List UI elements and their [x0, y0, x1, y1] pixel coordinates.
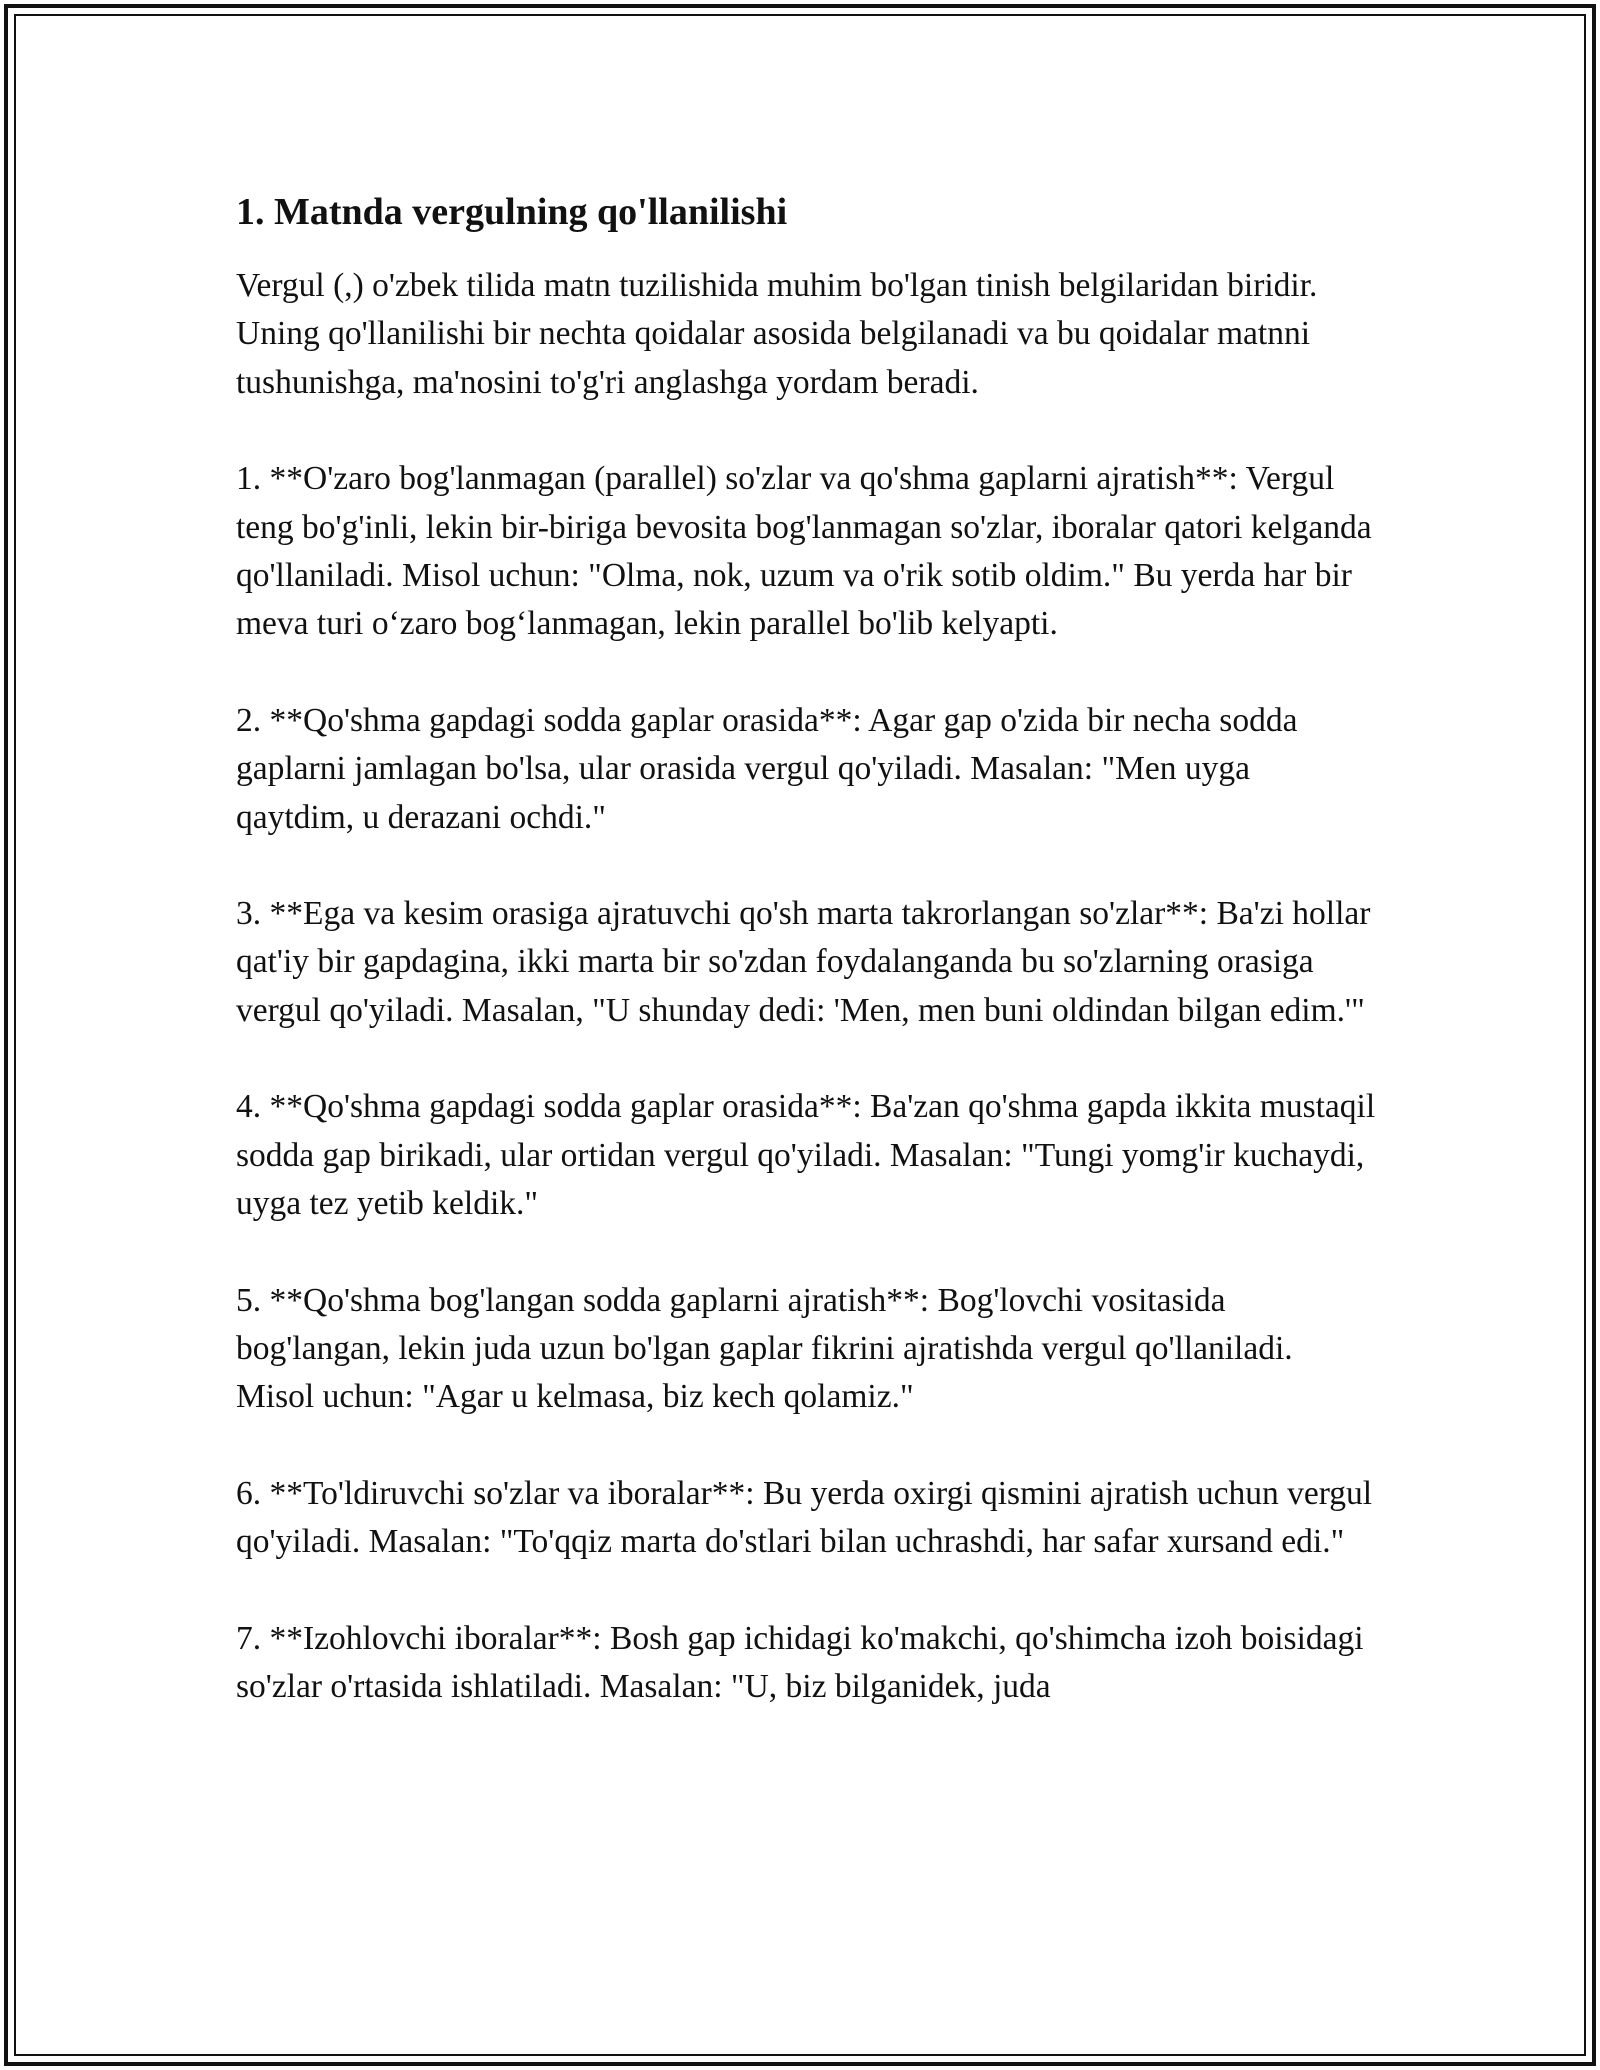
document-title: 1. Matnda vergulning qo'llanilishi — [236, 191, 788, 233]
rule-paragraph-6: 6. **To'ldiruvchi so'zlar va iboralar**: Bu yerda oxirgi qismini ajratish uchun vergul qo'yiladi. Masalan: "To'qqiz marta do'stlari bilan uchrashdi, har safar xursand edi." — [236, 1474, 1373, 1561]
rule-paragraph-2: 2. **Qo'shma gapdagi sodda gaplar orasida**: Agar gap o'zida bir necha sodda gaplarni jamlagan bo'lsa, ular orasida vergul qo'yiladi. Masalan: "Men uyga qaytdim, u derazani ochdi." — [236, 701, 1298, 836]
document-body — [236, 188, 1376, 1759]
rule-paragraph-3: 3. **Ega va kesim orasiga ajratuvchi qo'sh marta takrorlangan so'zlar**: Ba'zi hollar qat'iy bir gapdagina, ikki marta bir so'zdan foydalanganda bu so'zlarning orasiga vergul qo'yiladi. Masalan, "U shunday dedi: 'Men, men buni oldindan bilgan edim.'" — [236, 895, 1371, 1029]
intro-paragraph: Vergul (,) o'zbek tilida matn tuzilishida muhim bo'lgan tinish belgilaridan biridir. Uning qo'llanilishi bir nechta qoidalar asosida belgilanadi va bu qoidalar matnni tushunishga, ma'nosini to'g'ri anglashga yordam beradi. — [236, 267, 1318, 401]
rule-paragraph-7: 7. **Izohlovchi iboralar**: Bosh gap ichidagi ko'makchi, qo'shimcha izoh boisidagi so'zlar o'rtasida ishlatiladi. Masalan: "U, biz bilganidek, juda — [236, 1619, 1364, 1705]
rule-paragraph-4: 4. **Qo'shma gapdagi sodda gaplar orasida**: Ba'zan qo'shma gapda ikkita mustaqil sodda gap birikadi, ular ortidan vergul qo'yiladi. Masalan: "Tungi yomg'ir kuchaydi, uyga tez yetib keldik." — [236, 1088, 1376, 1223]
rule-paragraph-1: 1. **O'zaro bog'lanmagan (parallel) so'zlar va qo'shma gaplarni ajratish**: Vergul teng bo'g'inli, lekin bir-biriga bevosita bog'lanmagan so'zlar, iboralar qatori kelganda qo'llaniladi. Misol uchun: "Olma, nok, uzum va o'rik sotib oldim." Bu yerda har bir meva turi o‘zaro bog‘lanmagan, lekin parallel bo'lib kelyapti. — [236, 460, 1372, 643]
rule-paragraph-5: 5. **Qo'shma bog'langan sodda gaplarni ajratish**: Bog'lovchi vositasida bog'langan, lekin juda uzun bo'lgan gaplar fikrini ajratishda vergul qo'llaniladi. Misol uchun: "Agar u kelmasa, biz kech qolamiz." — [236, 1281, 1293, 1416]
